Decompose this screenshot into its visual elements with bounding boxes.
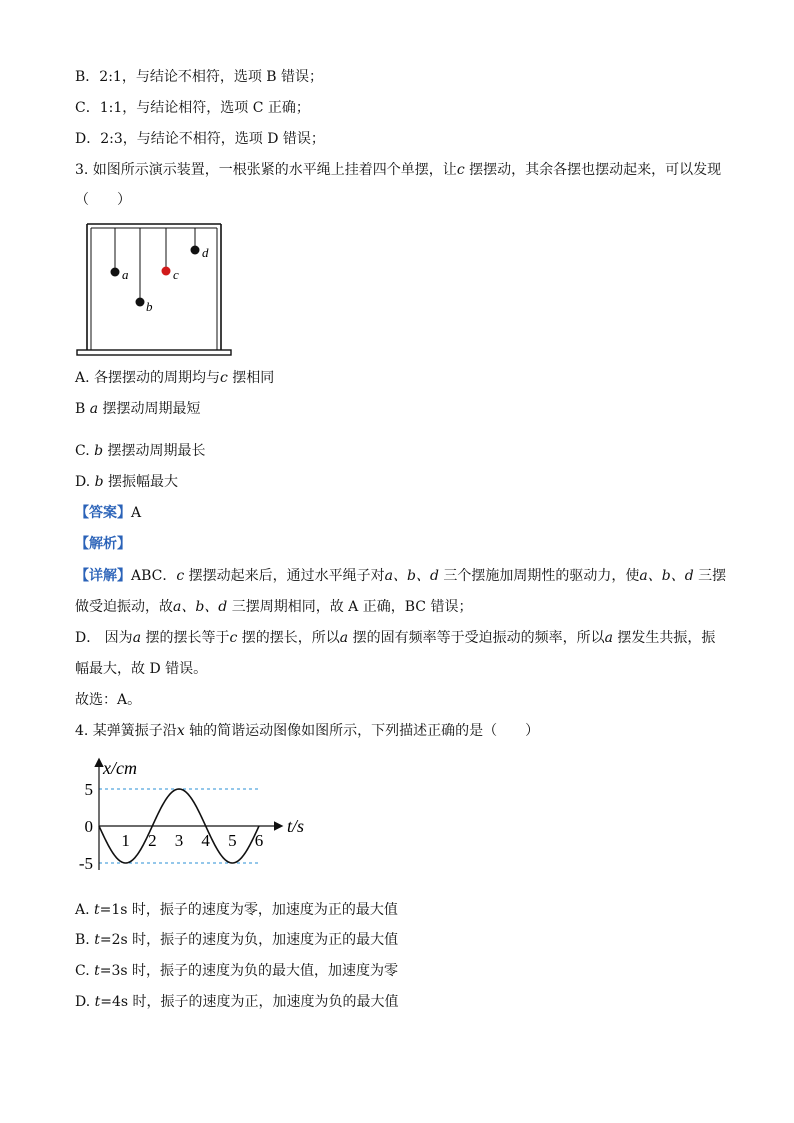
x-axis-label: t/s xyxy=(287,816,305,836)
q3-paren: （ ） xyxy=(75,192,131,208)
q4-option-d: D. t=4s 时，振子的速度为正，加速度为负的最大值 xyxy=(75,994,399,1010)
x-tick-label: 3 xyxy=(174,831,184,850)
shm-graph xyxy=(75,752,315,882)
y-tick-label: 0 xyxy=(84,817,93,836)
x-tick-label: 1 xyxy=(121,831,130,850)
q3-detail-line-4: 幅最大，故 D 错误。 xyxy=(75,661,208,677)
q4-stem: 4. 某弹簧振子沿x 轴的简谐运动图像如图所示，下列描述正确的是（ ） xyxy=(75,723,540,739)
q3-detail-line-3: D． 因为a 摆的摆长等于c 摆的摆长，所以a 摆的固有频率等于受迫振动的频率，所以a 摆发生共振，振 xyxy=(75,630,716,646)
q3-option-a: A. 各摆摆动的周期均与c 摆相同 xyxy=(75,370,275,386)
q3-detail-line-2: 做受迫振动，故a、b、d 三摆周期相同，故 A 正确，BC 错误； xyxy=(75,599,473,615)
q3-detail-line-1: 【详解】ABC．c 摆摆动起来后，通过水平绳子对a、b、d 三个摆施加周期性的驱动力，使a、b、d 三摆 xyxy=(75,568,727,584)
x-tick-label: 4 xyxy=(201,831,210,850)
q4-option-a: A. t=1s 时，振子的速度为零，加速度为正的最大值 xyxy=(75,902,398,918)
pendulum-d xyxy=(191,228,210,260)
pendulum-c xyxy=(162,228,180,282)
pendulum-a xyxy=(111,228,130,282)
x-tick-label: 6 xyxy=(254,831,264,850)
pendulum-figure xyxy=(75,220,235,360)
y-tick-label: -5 xyxy=(78,854,93,873)
x-tick-label: 2 xyxy=(148,831,157,850)
prev-option-d: D．2:3，与结论不相符，选项 D 错误； xyxy=(75,131,325,147)
y-axis-label: x/cm xyxy=(103,758,137,778)
prev-option-c: C．1:1，与结论相符，选项 C 正确； xyxy=(75,100,310,116)
q3-stem: 3. 如图所示演示装置，一根张紧的水平绳上挂着四个单摆，让c 摆摆动，其余各摆也摆动起来，可以发现 xyxy=(75,162,722,178)
q3-choose: 故选：A。 xyxy=(75,692,142,708)
q3-option-d: D. b 摆振幅最大 xyxy=(75,474,179,490)
q4-option-b: B. t=2s 时，振子的速度为负，加速度为正的最大值 xyxy=(75,932,399,948)
prev-option-b: B．2:1，与结论不相符，选项 B 错误； xyxy=(75,69,324,85)
pendulum-label-d: d xyxy=(202,245,209,260)
q3-analysis-heading: 【解析】 xyxy=(75,536,131,552)
q4-option-c: C. t=3s 时，振子的速度为负的最大值，加速度为零 xyxy=(75,963,399,979)
q3-option-b: B a 摆摆动周期最短 xyxy=(75,401,201,417)
pendulum-label-a: a xyxy=(122,267,129,282)
pendulum-label-c: c xyxy=(173,267,179,282)
pendulum-b xyxy=(136,228,154,314)
q3-answer: 【答案】A xyxy=(75,505,142,521)
x-tick-label: 5 xyxy=(228,831,237,850)
y-tick-label: 5 xyxy=(84,780,93,799)
pendulum-label-b: b xyxy=(146,299,153,314)
q3-option-c: C. b 摆摆动周期最长 xyxy=(75,443,206,459)
